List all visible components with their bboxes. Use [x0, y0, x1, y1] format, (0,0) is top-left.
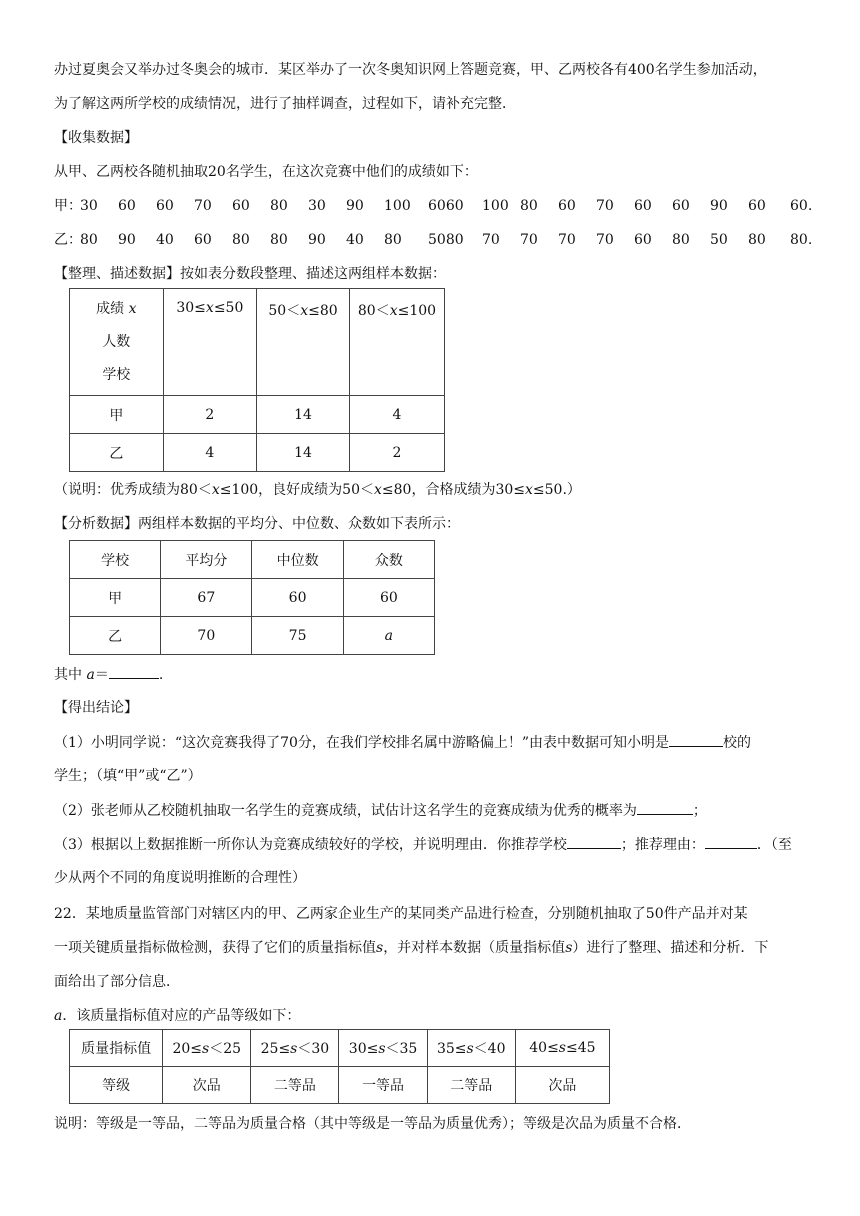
yi-score: 70: [520, 232, 538, 248]
problem-22-line-1: 22．某地质量监管部门对辖区内的甲、乙两家企业生产的某同类产品进行检查，分别随机抽取了50件产品并对某: [54, 906, 748, 922]
jia-score: 60: [634, 198, 652, 214]
yi-label: 乙：: [54, 232, 82, 248]
table-cell-range: 30≤s＜35: [339, 1030, 427, 1067]
table-cell: 一等品: [339, 1067, 427, 1104]
jia-score: 60: [232, 198, 250, 214]
table-cell: 2: [349, 434, 444, 472]
answer-blank[interactable]: [637, 800, 693, 815]
jia-score: 70: [194, 198, 212, 214]
answer-blank[interactable]: [109, 664, 159, 679]
collect-description: 从甲、乙两校各随机抽取20名学生，在这次竞赛中他们的成绩如下：: [54, 164, 478, 180]
table-cell: a: [343, 617, 434, 655]
grade-note: （说明：优秀成绩为80＜x≤100，良好成绩为50＜x≤80，合格成绩为30≤x≤50.）: [54, 482, 581, 498]
table-header-cell: 学校: [70, 541, 161, 579]
yi-score: 40: [346, 232, 364, 248]
jia-score: 6060: [428, 198, 464, 214]
table-row: [70, 396, 445, 434]
table-cell: 60: [252, 579, 343, 617]
table-cell: 二等品: [251, 1067, 339, 1104]
jia-score: 60: [156, 198, 174, 214]
yi-score: 80.: [790, 232, 813, 248]
collect-heading: 【收集数据】: [54, 130, 138, 146]
yi-score: 80: [384, 232, 402, 248]
analyze-heading: 【分析数据】两组样本数据的平均分、中位数、众数如下表所示：: [54, 516, 460, 532]
table-cell-school: 甲: [70, 579, 161, 617]
jia-score: 80: [270, 198, 288, 214]
table-cell-school: 乙: [70, 434, 164, 472]
table-header-cell: 质量指标值: [70, 1030, 163, 1067]
jia-score: 80: [520, 198, 538, 214]
answer-blank[interactable]: [567, 834, 621, 849]
yi-score: 80: [748, 232, 766, 248]
yi-score: 90: [308, 232, 326, 248]
yi-score: 70: [596, 232, 614, 248]
question-3: （3）根据以上数据推断一所你认为竞赛成绩较好的学校，并说明理由．你推荐学校 ；推荐理由： ．（至: [54, 834, 792, 855]
jia-score: 60: [118, 198, 136, 214]
table-cell: 2: [163, 396, 256, 434]
question-2: （2）张老师从乙校随机抽取一名学生的竞赛成绩，试估计这名学生的竞赛成绩为优秀的概率为 ；: [54, 800, 707, 821]
table-cell-school: 甲: [70, 396, 164, 434]
jia-score: 100: [482, 198, 509, 214]
table-cell: 60: [343, 579, 434, 617]
intro-line-1: 办过夏奥会又举办过冬奥会的城市．某区举办了一次冬奥知识网上答题竞赛，甲、乙两校各有400名学生参加活动，: [54, 62, 767, 78]
table-cell: 次品: [163, 1067, 251, 1104]
table-row: [70, 1067, 610, 1104]
yi-score: 70: [482, 232, 500, 248]
grade-explanation: 说明：等级是一等品，二等品为质量合格（其中等级是一等品为质量优秀）；等级是次品为质量不合格．: [54, 1116, 691, 1132]
yi-score: 70: [558, 232, 576, 248]
table-row: [70, 579, 435, 617]
question-3-continued: 少从两个不同的角度说明推断的合理性）: [54, 870, 306, 886]
yi-score: 80: [270, 232, 288, 248]
table-row: [70, 434, 445, 472]
yi-score: 5080: [428, 232, 464, 248]
question-1-continued: 学生；（填“甲”或“乙”）: [54, 768, 202, 784]
conclusion-heading: 【得出结论】: [54, 700, 138, 716]
jia-score: 60: [558, 198, 576, 214]
table-row: [70, 617, 435, 655]
jia-label: 甲：: [54, 198, 82, 214]
yi-score: 80: [232, 232, 250, 248]
table-cell: 二等品: [427, 1067, 515, 1104]
info-a-line: a．该质量指标值对应的产品等级如下：: [54, 1008, 301, 1024]
table-cell: 14: [257, 434, 350, 472]
table-header-row: [70, 541, 435, 579]
table-cell: 70: [161, 617, 252, 655]
answer-blank[interactable]: [669, 732, 723, 747]
mode-answer-line: 其中 a＝ .: [54, 664, 163, 685]
table-cell-range: 20≤s＜25: [163, 1030, 251, 1067]
jia-score: 60: [672, 198, 690, 214]
jia-score: 70: [596, 198, 614, 214]
yi-score: 90: [118, 232, 136, 248]
statistics-table: [69, 540, 435, 655]
problem-22-line-3: 面给出了部分信息．: [54, 974, 180, 990]
jia-score: 60: [748, 198, 766, 214]
table-cell: 4: [163, 434, 256, 472]
yi-score: 40: [156, 232, 174, 248]
yi-score: 80: [80, 232, 98, 248]
jia-score: 30: [80, 198, 98, 214]
frequency-table-corner-header: 成绩 x 人数 学校: [70, 289, 164, 396]
quality-grade-table: [69, 1029, 610, 1104]
problem-22-line-2: 一项关键质量指标做检测，获得了它们的质量指标值s，并对样本数据（质量指标值s）进行了整理、描述和分析．下: [54, 940, 769, 956]
yi-score: 60: [194, 232, 212, 248]
organize-heading: 【整理、描述数据】按如表分数段整理、描述这两组样本数据：: [54, 266, 446, 282]
jia-score: 90: [710, 198, 728, 214]
jia-score: 90: [346, 198, 364, 214]
table-cell: 14: [257, 396, 350, 434]
question-1: （1）小明同学说：“这次竞赛我得了70分，在我们学校排名属中游略偏上！”由表中数据可知小明是 校的: [54, 732, 751, 753]
jia-score: 30: [308, 198, 326, 214]
table-header-cell: 众数: [343, 541, 434, 579]
intro-line-2: 为了解这两所学校的成绩情况，进行了抽样调查，过程如下，请补充完整．: [54, 96, 516, 112]
table-cell: 4: [349, 396, 444, 434]
table-cell-range: 40≤s≤45: [515, 1030, 609, 1067]
frequency-table-col-header: 80＜x≤100: [349, 289, 444, 396]
jia-score: 100: [384, 198, 411, 214]
table-cell: 次品: [515, 1067, 609, 1104]
frequency-table-col-header: 30≤x≤50: [163, 289, 256, 396]
table-cell: 75: [252, 617, 343, 655]
answer-blank[interactable]: [705, 834, 757, 849]
frequency-table-col-header: 50＜x≤80: [257, 289, 350, 396]
table-cell: 67: [161, 579, 252, 617]
table-row: [70, 1030, 610, 1067]
table-header-cell: 中位数: [252, 541, 343, 579]
table-header-cell: 平均分: [161, 541, 252, 579]
table-cell-range: 25≤s＜30: [251, 1030, 339, 1067]
table-cell-school: 乙: [70, 617, 161, 655]
yi-score: 50: [710, 232, 728, 248]
yi-score: 60: [634, 232, 652, 248]
frequency-table: [69, 288, 445, 472]
jia-score: 60.: [790, 198, 813, 214]
yi-score: 80: [672, 232, 690, 248]
table-cell-range: 35≤s＜40: [427, 1030, 515, 1067]
table-header-cell: 等级: [70, 1067, 163, 1104]
